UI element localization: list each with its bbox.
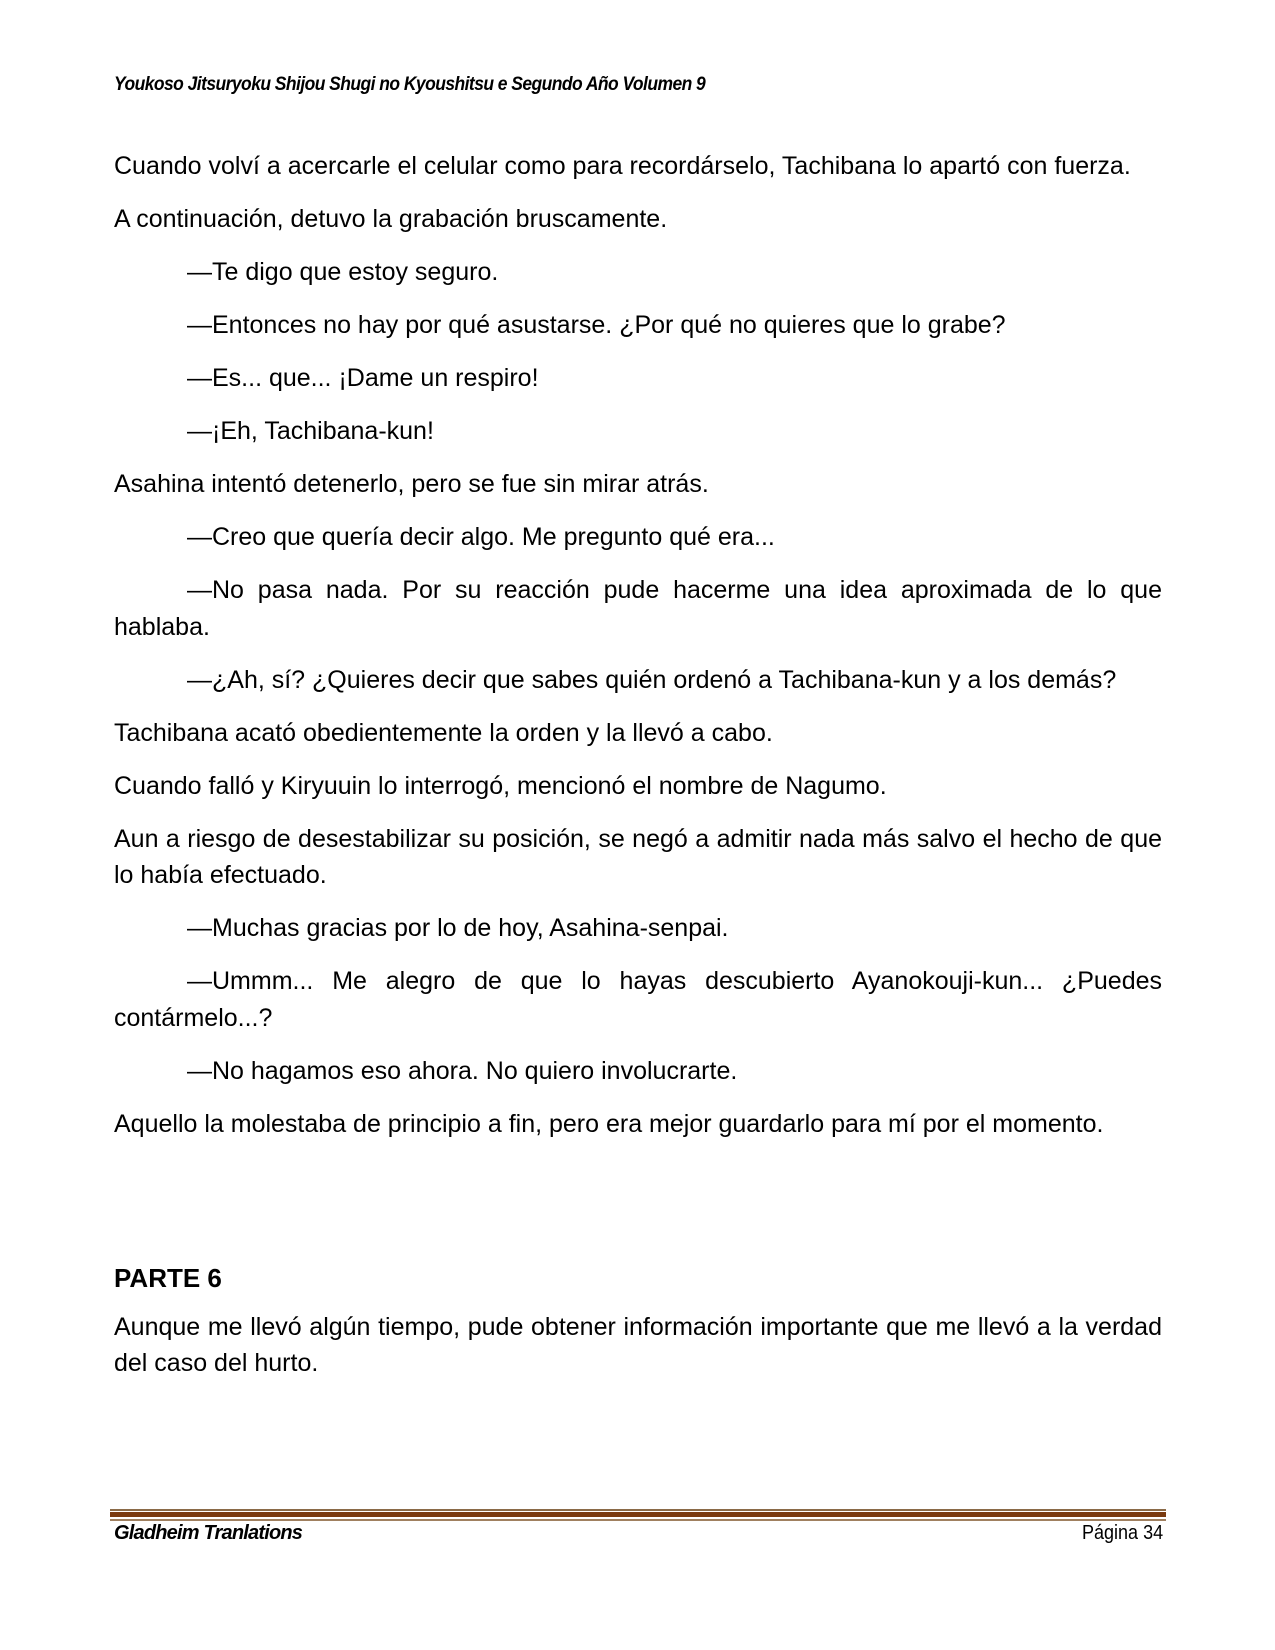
dialogue-line: —No pasa nada. Por su reacción pude hacerme una idea aproximada de lo que hablaba. (114, 576, 1162, 641)
dialogue-line: —Muchas gracias por lo de hoy, Asahina-senpai. (187, 914, 729, 942)
page-number-value: 34 (1142, 1522, 1163, 1544)
footer-translator: Gladheim Tranlations (114, 1522, 303, 1544)
page-label: Página (1081, 1522, 1138, 1544)
section-heading: PARTE 6 (114, 1263, 222, 1293)
dialogue-line: —Es... que... ¡Dame un respiro! (187, 364, 539, 392)
dialogue-line: —Te digo que estoy seguro. (187, 258, 499, 286)
paragraph: Aquello la molestaba de principio a fin, pero era mejor guardarlo para mí por el momento. (114, 1109, 1104, 1138)
dialogue-line: —¡Eh, Tachibana-kun! (187, 417, 434, 445)
dialogue-line: —Ummm... Me alegro de que lo hayas descubierto Ayanokouji-kun... ¿Puedes contármelo...? (114, 967, 1162, 1032)
footer-rule (110, 1519, 1166, 1521)
running-header: Youkoso Jitsuryoku Shijou Shugi no Kyoushitsu e Segundo Año Volumen 9 (114, 74, 706, 95)
dialogue-line: —Creo que quería decir algo. Me pregunto qué era... (187, 523, 775, 551)
paragraph: Aunque me llevó algún tiempo, pude obtener información importante que me llevó a la verdad del caso del hurto. (114, 1312, 1162, 1377)
footer-rule (110, 1512, 1166, 1517)
paragraph: Cuando falló y Kiryuuin lo interrogó, mencionó el nombre de Nagumo. (114, 771, 887, 800)
dialogue-line: —Entonces no hay por qué asustarse. ¿Por qué no quieres que lo grabe? (187, 311, 1006, 339)
paragraph: A continuación, detuvo la grabación bruscamente. (114, 205, 668, 233)
paragraph: Aun a riesgo de desestabilizar su posición, se negó a admitir nada más salvo el hecho de que lo había efectuado. (114, 824, 1162, 889)
paragraph: Tachibana acató obedientemente la orden y la llevó a cabo. (114, 718, 773, 747)
dialogue-line: —No hagamos eso ahora. No quiero involucrarte. (187, 1056, 738, 1085)
page-number (1082, 1522, 1163, 1545)
dialogue-line: —¿Ah, sí? ¿Quieres decir que sabes quién ordenó a Tachibana-kun y a los demás? (187, 665, 1117, 694)
paragraph: Asahina intentó detenerlo, pero se fue sin mirar atrás. (114, 470, 709, 498)
paragraph: Cuando volví a acercarle el celular como para recordárselo, Tachibana lo apartó con fuerza. (114, 152, 1131, 180)
footer-rule (110, 1509, 1166, 1511)
page-body (114, 148, 1162, 1398)
